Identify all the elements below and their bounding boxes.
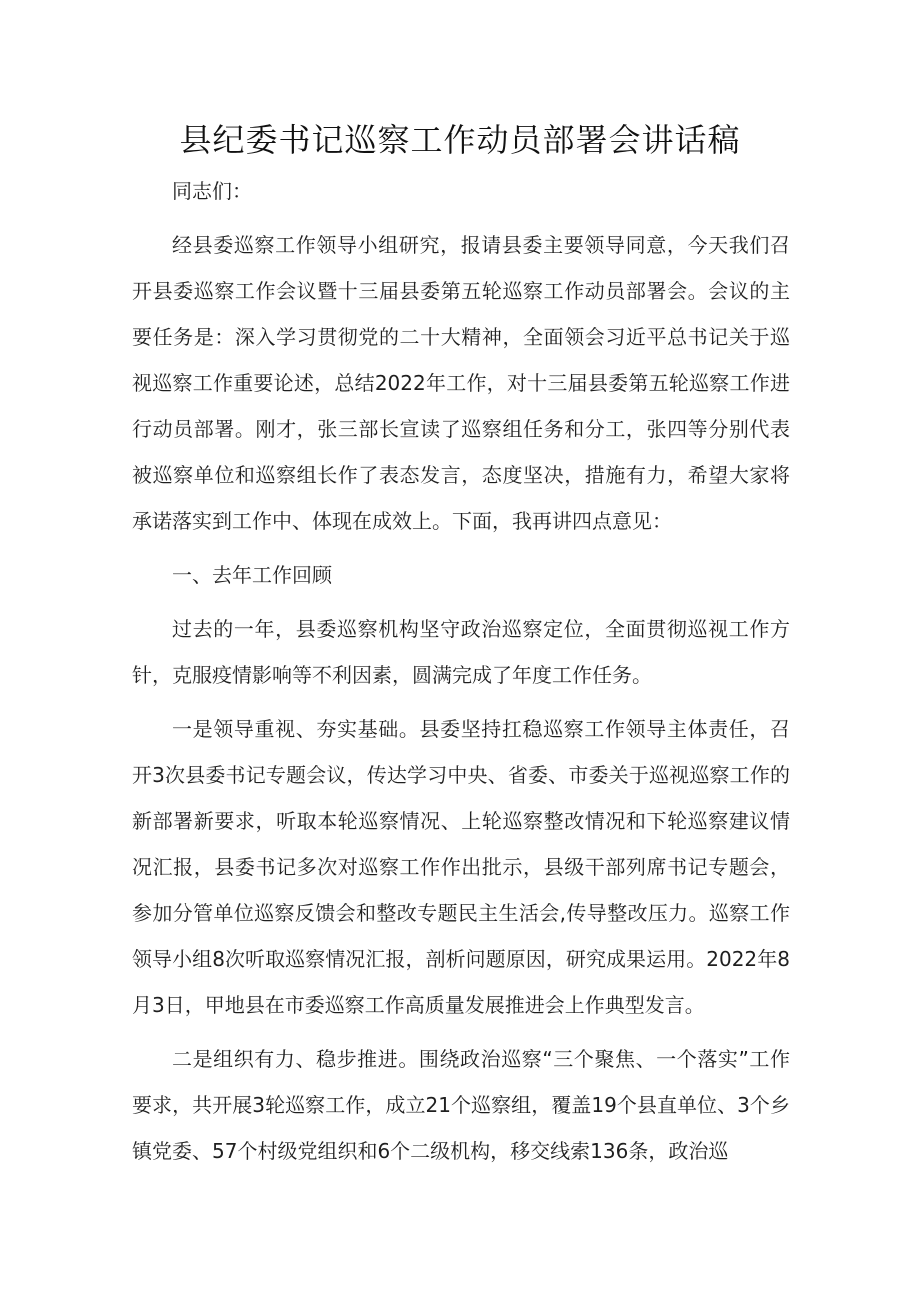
document-body	[132, 168, 790, 1174]
document-title: 县纪委书记巡察工作动员部署会讲话稿	[179, 121, 741, 159]
section-heading: 一、去年工作回顾	[172, 563, 332, 587]
paragraph-point-two: 二是组织有力、稳步推进。围绕政治巡察“三个聚焦、一个落实”工作要求，共开展3轮巡察工作，成立21个巡察组，覆盖19个县直单位、3个乡镇党委、57个村级党组织和6个二级机构，移交线索136条，政治巡	[132, 1047, 790, 1163]
salutation: 同志们：	[172, 179, 252, 203]
paragraph-intro: 经县委巡察工作领导小组研究，报请县委主要领导同意，今天我们召开县委巡察工作会议暨十三届县委第五轮巡察工作动员部署会。会议的主要任务是：深入学习贯彻党的二十大精神，全面领会习近平总书记关于巡视巡察工作重要论述，总结2022年工作，对十三届县委第五轮巡察工作进行动员部署。刚才，张三部长宣读了巡察组任务和分工，张四等分别代表被巡察单位和巡察组长作了表态发言，态度坚决，措施有力，希望大家将承诺落实到工作中、体现在成效上。下面，我再讲四点意见：	[132, 233, 790, 533]
paragraph-review: 过去的一年，县委巡察机构坚守政治巡察定位，全面贯彻巡视工作方针，克服疫情影响等不利因素，圆满完成了年度工作任务。	[132, 617, 790, 687]
paragraph-point-one: 一是领导重视、夯实基础。县委坚持扛稳巡察工作领导主体责任，召开3次县委书记专题会议，传达学习中央、省委、市委关于巡视巡察工作的新部署新要求，听取本轮巡察情况、上轮巡察整改情况和下轮巡察建议情况汇报，县委书记多次对巡察工作作出批示，县级干部列席书记专题会，参加分管单位巡察反馈会和整改专题民主生活会,传导整改压力。巡察工作领导小组8次听取巡察情况汇报，剖析问题原因，研究成果运用。2022年8月3日，甲地县在市委巡察工作高质量发展推进会上作典型发言。	[132, 717, 790, 1017]
